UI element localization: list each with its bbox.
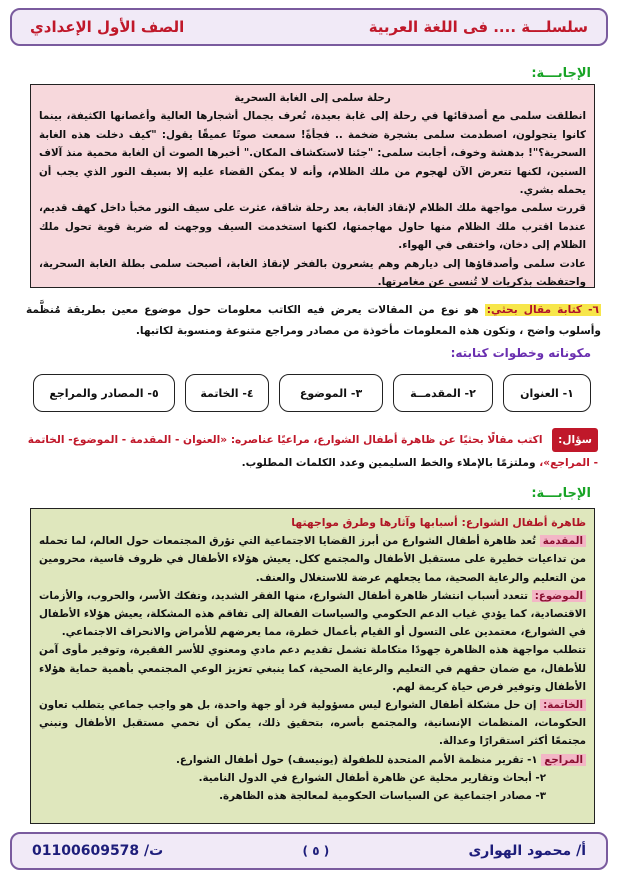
essay-box	[30, 508, 595, 824]
answer-label: الإجابـــة:	[531, 486, 591, 501]
story-title: رحلة سلمى إلى الغابة السحرية	[234, 92, 391, 104]
body-tag: الموضوع:	[532, 590, 586, 602]
answer-label: الإجابـــة:	[531, 66, 591, 81]
author-name: أ/ محمود الهوارى	[468, 843, 586, 859]
page-footer	[10, 832, 608, 870]
essay-ref: ٣- مصادر اجتماعية عن السياسات الحكومية لمعالجة هذه الظاهرة.	[219, 790, 546, 803]
definition-label: ٦- كتابة مقال بحثي:	[486, 304, 599, 316]
component-box: ٥- المصادر والمراجع	[33, 374, 175, 412]
conclusion-tag: الخاتمة:	[540, 699, 586, 711]
component-box: ٢- المقدمــة	[393, 374, 493, 412]
story-paragraph: عادت سلمى وأصدقاؤها إلى ديارهم وهم يشعرون بالفخر لإنقاذ الغابة، أصبحت سلمى بطلة الغابة السحرية، واحتفظت بذكريات لا تُنسى عن مغامرتها.	[39, 257, 586, 289]
question-text-rest: وملتزمًا بالإملاء والخط السليمين وعدد الكلمات المطلوب.	[241, 457, 536, 469]
essay-intro: تُعد ظاهرة أطفال الشوارع من أبرز القضايا الاجتماعية التي تؤرق المجتمعات حول العالم، لما تحمله من تداعيات خطيرة على مستقبل الأطفال والمجتمع ككل. يعيش هؤلاء الأطفال في ظروف قاسية، محرومين من التعليم والرعاية الصحية، مما يجعلهم عرضة للاستغلال والعنف.	[39, 535, 586, 584]
component-box: ١- العنوان	[503, 374, 591, 412]
intro-tag: المقدمة	[540, 535, 586, 547]
component-box: ٤- الخاتمة	[185, 374, 269, 412]
essay-body: تتطلب مواجهة هذه الظاهرة جهودًا متكاملة تشمل تقديم دعم مادي ومعنوي للأسر الفقيرة، وتوفير مأوى آمن للأطفال، مع ضمان حقهم في التعليم والرعاية الصحية، كما ينبغي تعزيز الوعي المجتمعي بأهمية حماية هؤلاء الأطفال وتوفير فرص حياة كريمة لهم.	[39, 644, 586, 693]
story-box	[30, 84, 595, 288]
essay-conclusion: إن حل مشكلة أطفال الشوارع ليس مسؤولية فرد أو جهة واحدة، بل هو واجب جماعي يتطلب تعاون الحكومات، المنظمات الإنسانية، والمجتمع بأسره، بتحقيق ذلك، يمكن أن نحمي مستقبل الأطفال ونبني مجتمعًا أكثر استقرارًا وعدالة.	[39, 699, 586, 748]
refs-tag: المراجع	[541, 754, 586, 766]
essay-ref: ٢- أبحاث وتقارير محلية عن ظاهرة أطفال الشوارع في الدول النامية.	[198, 771, 546, 784]
essay-body: تتعدد أسباب انتشار ظاهرة أطفال الشوارع، منها الفقر الشديد، وتفكك الأسر، والحروب، والأزمات الاقتصادية، كما يؤدي غياب الدعم الحكومي والسياسات الفعالة إلى تفاقم هذه المشكلة، يعيش هؤلاء الأطفال في الشوارع، معتمدين على التسول أو القيام بأعمال خطرة، مما يعرضهم للأمراض والانحراف الاجتماعي.	[39, 589, 586, 639]
story-paragraph: انطلقت سلمى مع أصدقائها في رحلة إلى غابة بعيدة، تُعرف بجمال أشجارها العالية وأغصانها الكثيفة، بينما كانوا يتجولون، اصطدمت سلمى بشجرة ضخمة .. فجأةً! سمعت صوتًا عميقًا يقول: "كيف دخلت هذه الغابة السحرية؟"! بدهشة وخوف، أجابت سلمى: "جئنا لاستكشاف المكان." أخبرها الصوت أن الغابة محمية منذ آلاف السنين، لكنها تتعرض الآن لهجوم من ملك الظلام، وأنه لا يمكن القضاء عليه إلا بسيف النور الذي يجب أن يحمله بشري.	[39, 110, 586, 197]
series-title: سلسلـــة .... فى اللغة العربية	[368, 18, 588, 36]
story-paragraph: قررت سلمى مواجهة ملك الظلام لإنقاذ الغابة، بعد رحلة شاقة، عثرت على سيف النور مخبأ داخل كهف قديم، عندما اقترب ملك الظلام منها حاول مهاجمتها، لكنها استخدمت السيف ووجهت له ضربة قوية تحول ملك الظلام إلى دخان، واختفى في الهواء.	[39, 202, 586, 252]
components-label: مكوناته وخطوات كتابته:	[450, 346, 591, 360]
component-box: ٣- الموضوع	[279, 374, 383, 412]
grade-title: الصف الأول الإعدادي	[30, 18, 185, 36]
page-header	[10, 8, 608, 46]
phone-number: ت/ 01100609578	[32, 843, 164, 859]
question-badge: سؤال:	[552, 428, 598, 452]
question-block	[26, 428, 598, 474]
essay-ref: ١- تقرير منظمة الأمم المتحدة للطفولة (يونيسف) حول أطفال الشوارع.	[175, 753, 538, 766]
essay-title: ظاهرة أطفال الشوارع: أسبابها وآثارها وطرق مواجهتها	[291, 516, 586, 529]
question-text: اكتب مقالًا بحثيًا عن ظاهرة أطفال الشوارع، مراعيًا عناصره: «العنوان - المقدمة - الموضوع- الخاتمة - المراجع»،	[27, 434, 598, 469]
definition-text: هو نوع من المقالات يعرض فيه الكاتب معلومات حول موضوع معين بطريقة مُنظَّمة وأسلوب واضح ، وتكون هذه المعلومات مأخوذة من مصادر ومراجع متنوعة ومنسوبة لكاتبها.	[26, 304, 601, 337]
page-number: ( ٥ )	[302, 844, 330, 858]
research-article-definition	[26, 300, 601, 342]
